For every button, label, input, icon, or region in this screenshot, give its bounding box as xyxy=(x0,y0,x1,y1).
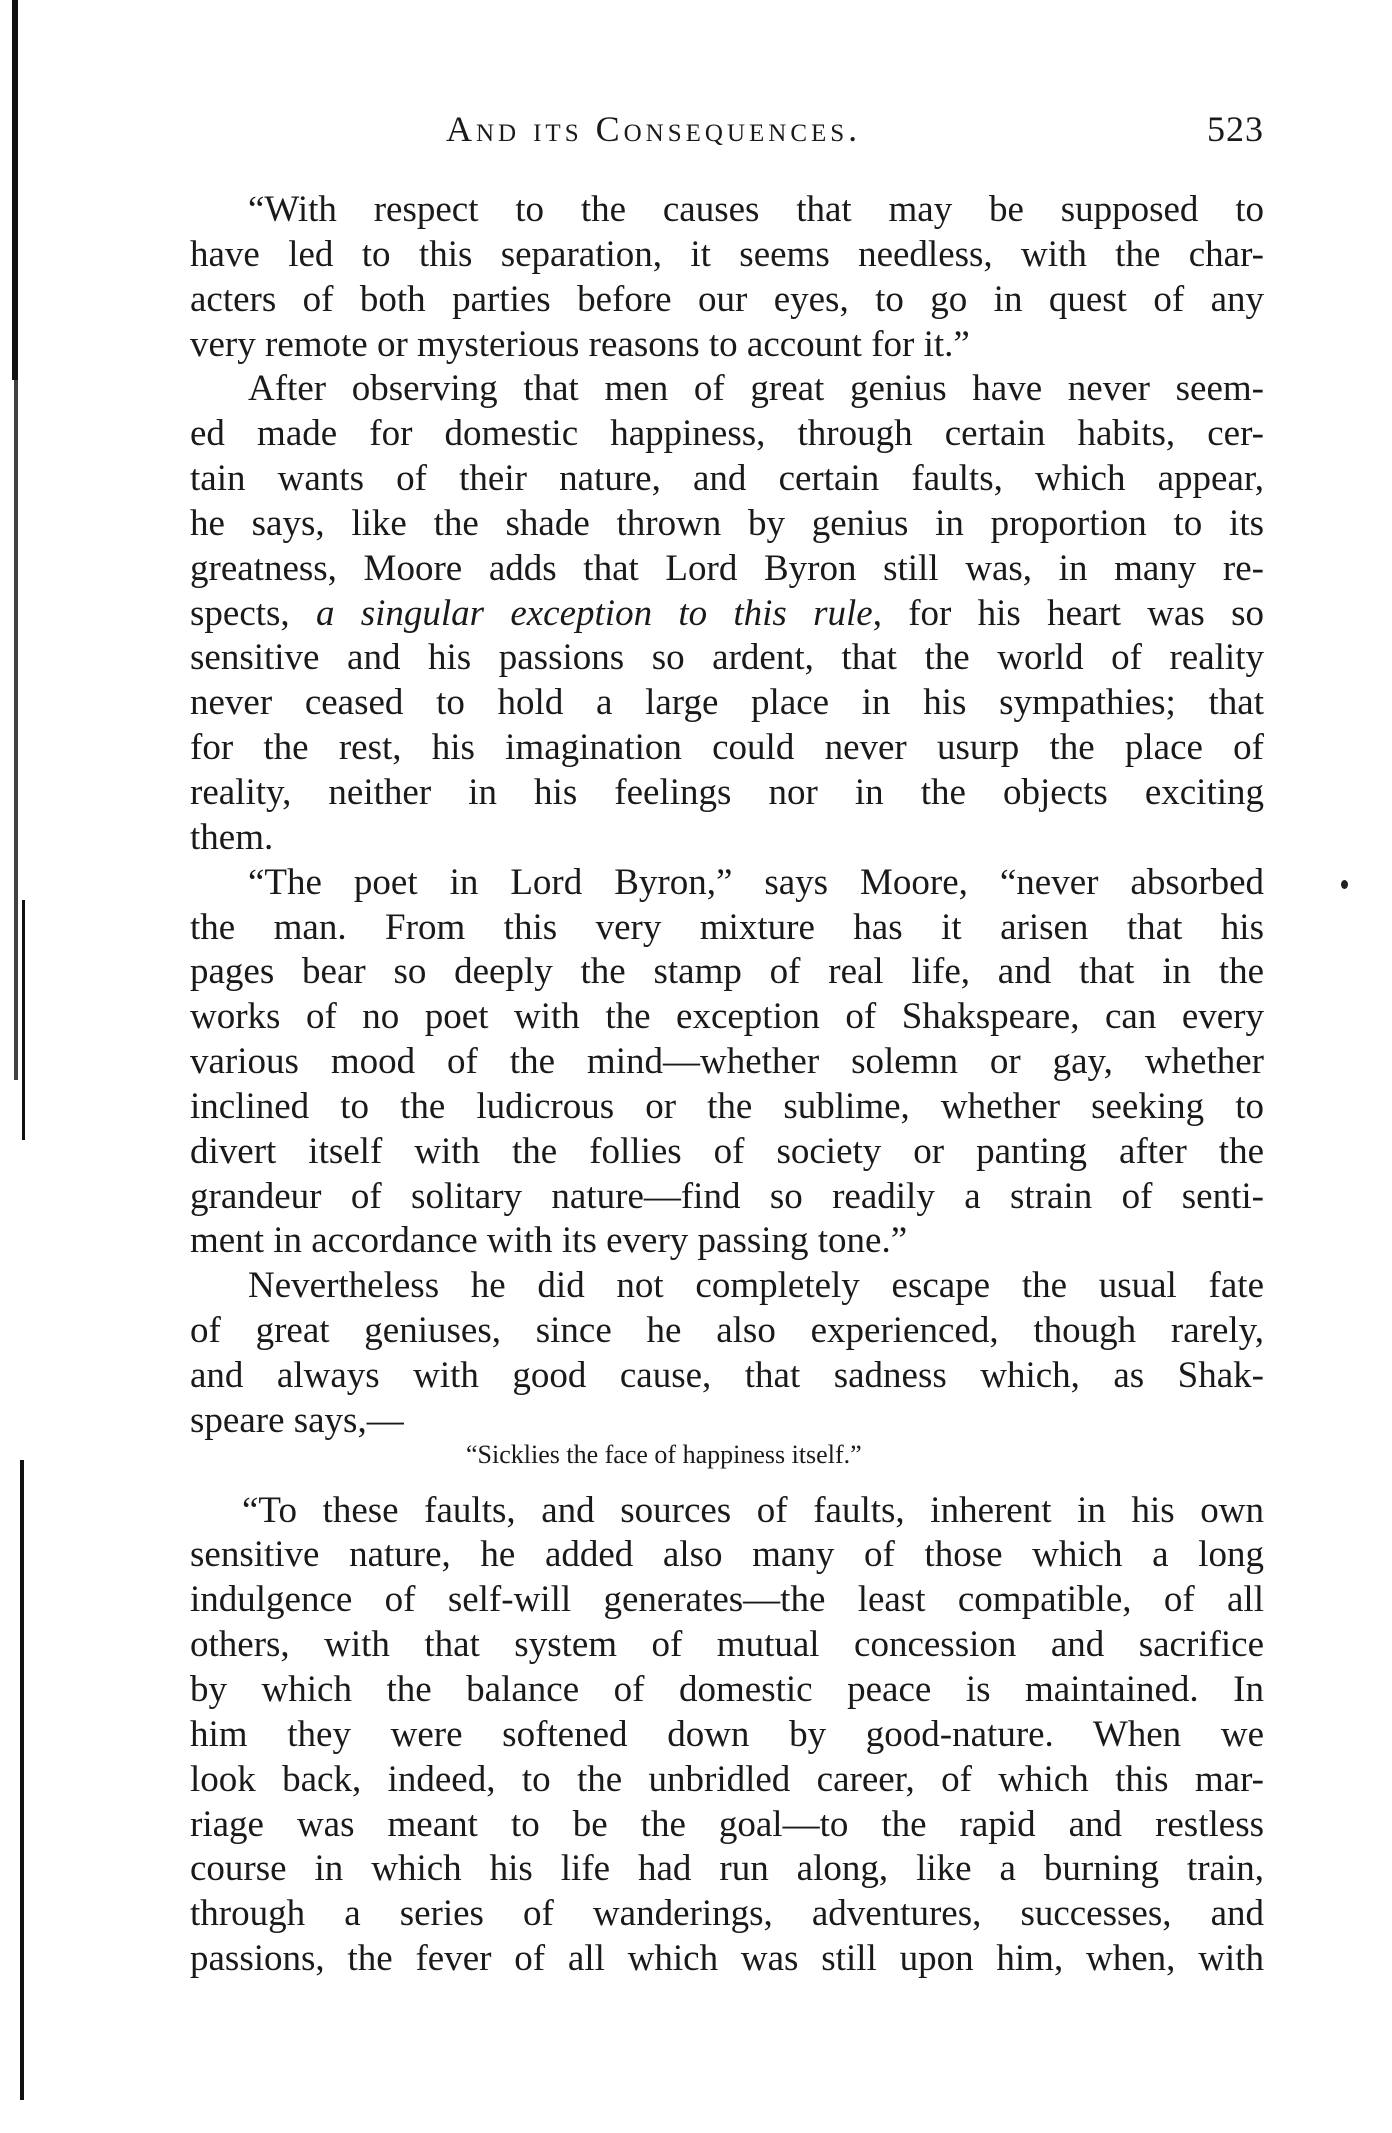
text-line: tain wants of their nature, and certain faults, which appear, xyxy=(190,458,1264,500)
text-line: acters of both parties before our eyes, to go in quest of any xyxy=(190,278,1264,320)
text-line: others, with that system of mutual concession and sacrifice xyxy=(190,1624,1264,1666)
text-line: inclined to the ludicrous or the sublime, whether seeking to xyxy=(190,1085,1264,1127)
page-header xyxy=(190,108,1264,152)
text-line: pages bear so deeply the stamp of real life, and that in the xyxy=(190,951,1264,993)
text-line: them. xyxy=(190,816,274,858)
text-line: greatness, Moore adds that Lord Byron still was, in many re- xyxy=(190,547,1264,589)
text-line: Nevertheless he did not completely escape the usual fate xyxy=(248,1265,1264,1307)
text-line: divert itself with the follies of society or panting after the xyxy=(190,1130,1264,1172)
verse-quotation: “Sicklies the face of happiness itself.” xyxy=(466,1439,862,1469)
text-line: reality, neither in his feelings nor in the objects exciting xyxy=(190,771,1264,813)
text-line: “The poet in Lord Byron,” says Moore, “never absorbed xyxy=(248,861,1264,903)
text-line: course in which his life had run along, like a burning train, xyxy=(190,1848,1264,1890)
text-line: very remote or mysterious reasons to account for it.” xyxy=(190,323,970,365)
text-line: speare says,— xyxy=(190,1399,404,1441)
running-head: And its Consequences. xyxy=(446,109,862,149)
text-line: ed made for domestic happiness, through certain habits, cer- xyxy=(190,413,1264,455)
text-line: sensitive nature, he added also many of those which a long xyxy=(190,1534,1264,1576)
text-line: have led to this separation, it seems needless, with the char- xyxy=(190,233,1264,275)
text-line: him they were softened down by good-nature. When we xyxy=(190,1713,1264,1755)
scan-speck xyxy=(1341,880,1348,889)
text-line: indulgence of self-will generates—the least compatible, of all xyxy=(190,1579,1264,1621)
text-line: “With respect to the causes that may be supposed to xyxy=(248,189,1264,230)
text-line: various mood of the mind—whether solemn or gay, whether xyxy=(190,1041,1264,1083)
text-line: he says, like the shade thrown by genius in proportion to its xyxy=(190,502,1264,544)
text-line: through a series of wanderings, adventures, successes, and xyxy=(190,1893,1264,1935)
text-line: sensitive and his passions so ardent, that the world of reality xyxy=(190,637,1264,679)
page-number: 523 xyxy=(1207,109,1264,149)
text-line: of great geniuses, since he also experienced, though rarely, xyxy=(190,1310,1264,1352)
text-line xyxy=(190,592,1264,637)
text-line: grandeur of solitary nature—find so readily a strain of senti- xyxy=(190,1175,1264,1217)
text-line: ment in accordance with its every passing tone.” xyxy=(190,1220,908,1262)
text-line: passions, the fever of all which was still upon him, when, with xyxy=(190,1938,1264,1980)
text-line: After observing that men of great genius have never seem- xyxy=(248,368,1264,410)
text-line: “To these faults, and sources of faults, inherent in his own xyxy=(242,1489,1264,1531)
scan-edge-mark xyxy=(22,900,25,1140)
text-line: the man. From this very mixture has it arisen that his xyxy=(190,906,1264,948)
text-line: never ceased to hold a large place in his sympathies; that xyxy=(190,682,1264,724)
text-line: works of no poet with the exception of Shakspeare, can every xyxy=(190,996,1264,1038)
text-line: look back, indeed, to the unbridled career, of which this mar- xyxy=(190,1758,1264,1800)
scan-edge-mark xyxy=(14,380,18,1080)
italic-phrase: a singular exception to this rule xyxy=(315,592,873,634)
scan-edge-mark xyxy=(20,1460,24,2100)
scan-edge-mark xyxy=(12,0,18,380)
text-line: for the rest, his imagination could never usurp the place of xyxy=(190,727,1264,769)
text-segment: spects, xyxy=(190,592,316,634)
text-line: by which the balance of domestic peace is maintained. In xyxy=(190,1669,1264,1710)
text-line: and always with good cause, that sadness which, as Shak- xyxy=(190,1354,1264,1396)
body-text xyxy=(190,188,1264,1982)
text-segment: , for his heart was so xyxy=(872,592,1264,634)
text-line: riage was meant to be the goal—to the rapid and restless xyxy=(190,1803,1264,1845)
